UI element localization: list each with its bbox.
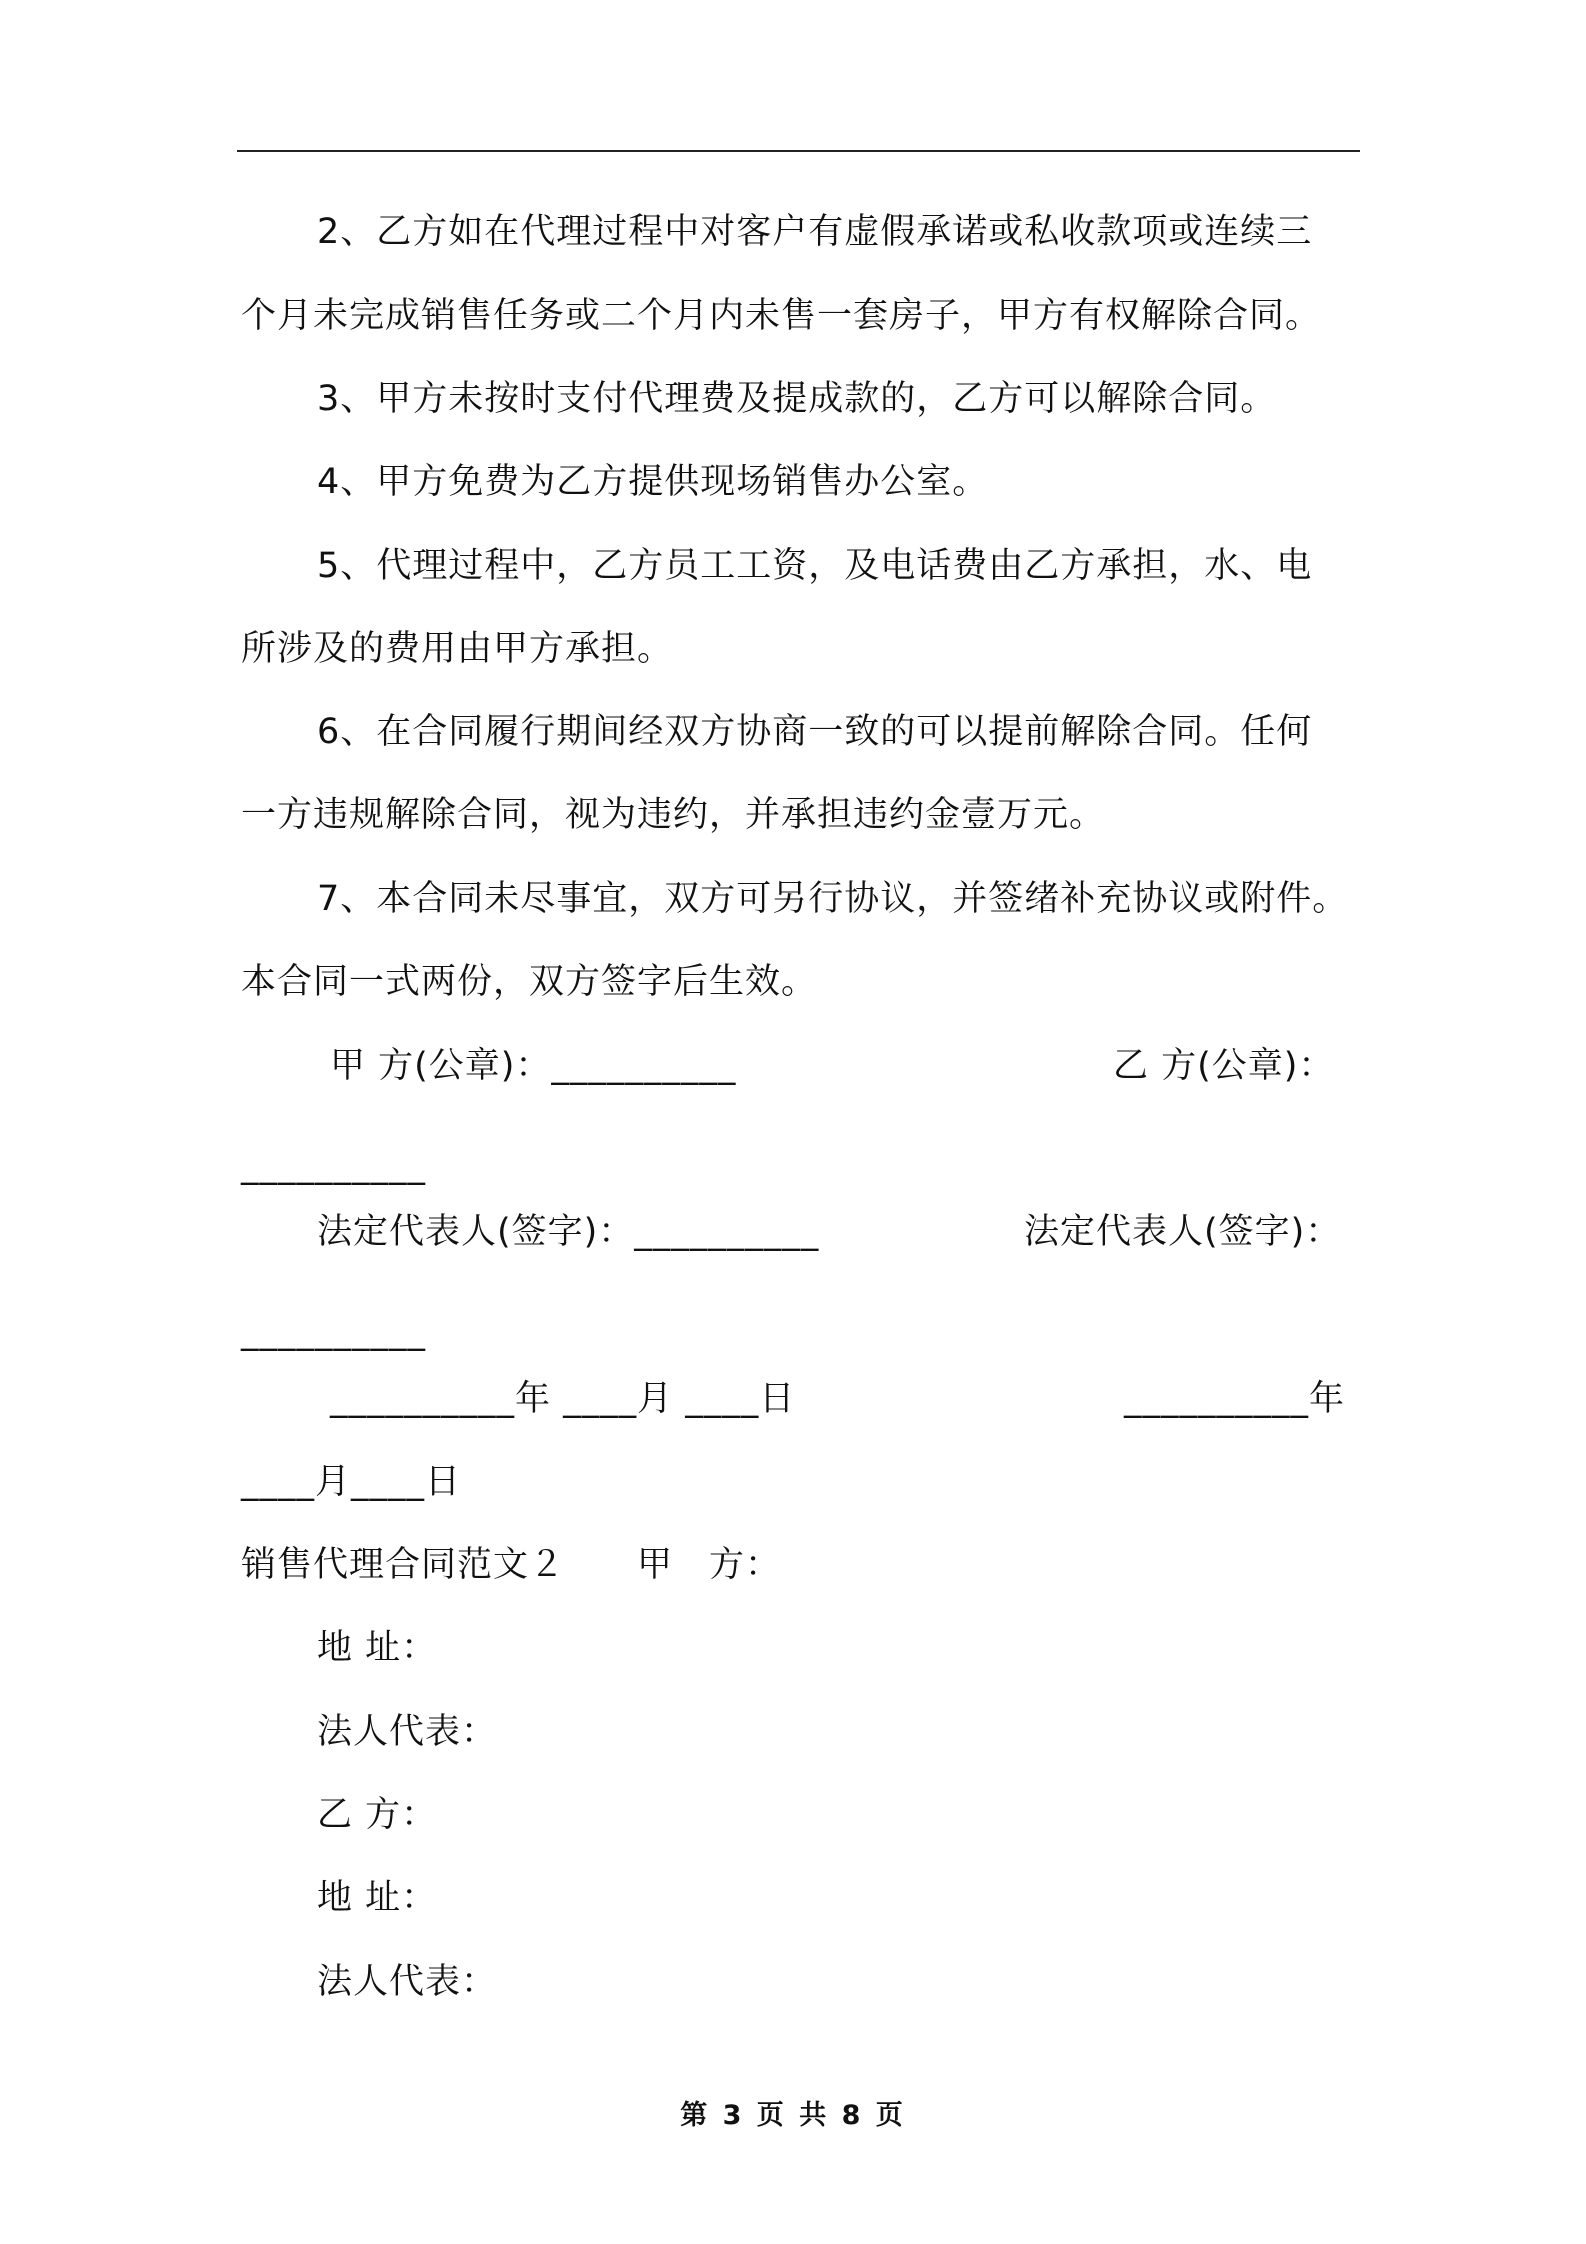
clause-6-line-2: 一方违规解除合同，视为违约，并承担违约金壹万元。 [241, 795, 1106, 835]
clause-7-line-2: 本合同一式两份，双方签字后生效。 [241, 962, 818, 1002]
party-b-seal-blank: __________ [241, 1146, 426, 1186]
clause-3: 3、甲方未按时支付代理费及提成款的，乙方可以解除合同。 [317, 379, 1277, 419]
party-b-date: __________年 [1124, 1379, 1346, 1419]
clause-7-line-1: 7、本合同未尽事宜，双方可另行协议，并签绪补充协议或附件。 [317, 879, 1349, 919]
contract-2-title-line: 销售代理合同范文２ 甲 方： [241, 1545, 782, 1585]
party-a-seal: 甲 方(公章)：__________ [330, 1046, 737, 1086]
clause-5-line-2: 所涉及的费用由甲方承担。 [241, 629, 674, 669]
page-number-footer: 第 3 页 共 8 页 [680, 2100, 906, 2131]
clause-5-line-1: 5、代理过程中，乙方员工工资，及电话费由乙方承担，水、电 [317, 546, 1313, 586]
field-party-b: 乙 方： [317, 1795, 438, 1835]
party-b-representative-blank: __________ [241, 1312, 426, 1352]
clause-4: 4、甲方免费为乙方提供现场销售办公室。 [317, 462, 989, 502]
field-legal-rep-b: 法人代表： [317, 1962, 498, 2002]
clause-2-line-1: 2、乙方如在代理过程中对客户有虚假承诺或私收款项或连续三 [317, 212, 1313, 252]
party-b-seal: 乙 方(公章)： [1113, 1046, 1335, 1086]
header-rule [237, 150, 1360, 152]
party-a-date: __________年 ____月 ____日 [330, 1379, 796, 1419]
field-address-b: 地 址： [317, 1878, 438, 1918]
field-address-a: 地 址： [317, 1628, 438, 1668]
party-a-representative: 法定代表人(签字)：__________ [317, 1212, 820, 1252]
party-b-representative: 法定代表人(签字)： [1024, 1212, 1342, 1252]
party-b-date-continued: ____月____日 [241, 1462, 462, 1502]
field-legal-rep-a: 法人代表： [317, 1712, 498, 1752]
clause-6-line-1: 6、在合同履行期间经双方协商一致的可以提前解除合同。任何 [317, 712, 1313, 752]
clause-2-line-2: 个月未完成销售任务或二个月内未售一套房子，甲方有权解除合同。 [241, 296, 1322, 336]
